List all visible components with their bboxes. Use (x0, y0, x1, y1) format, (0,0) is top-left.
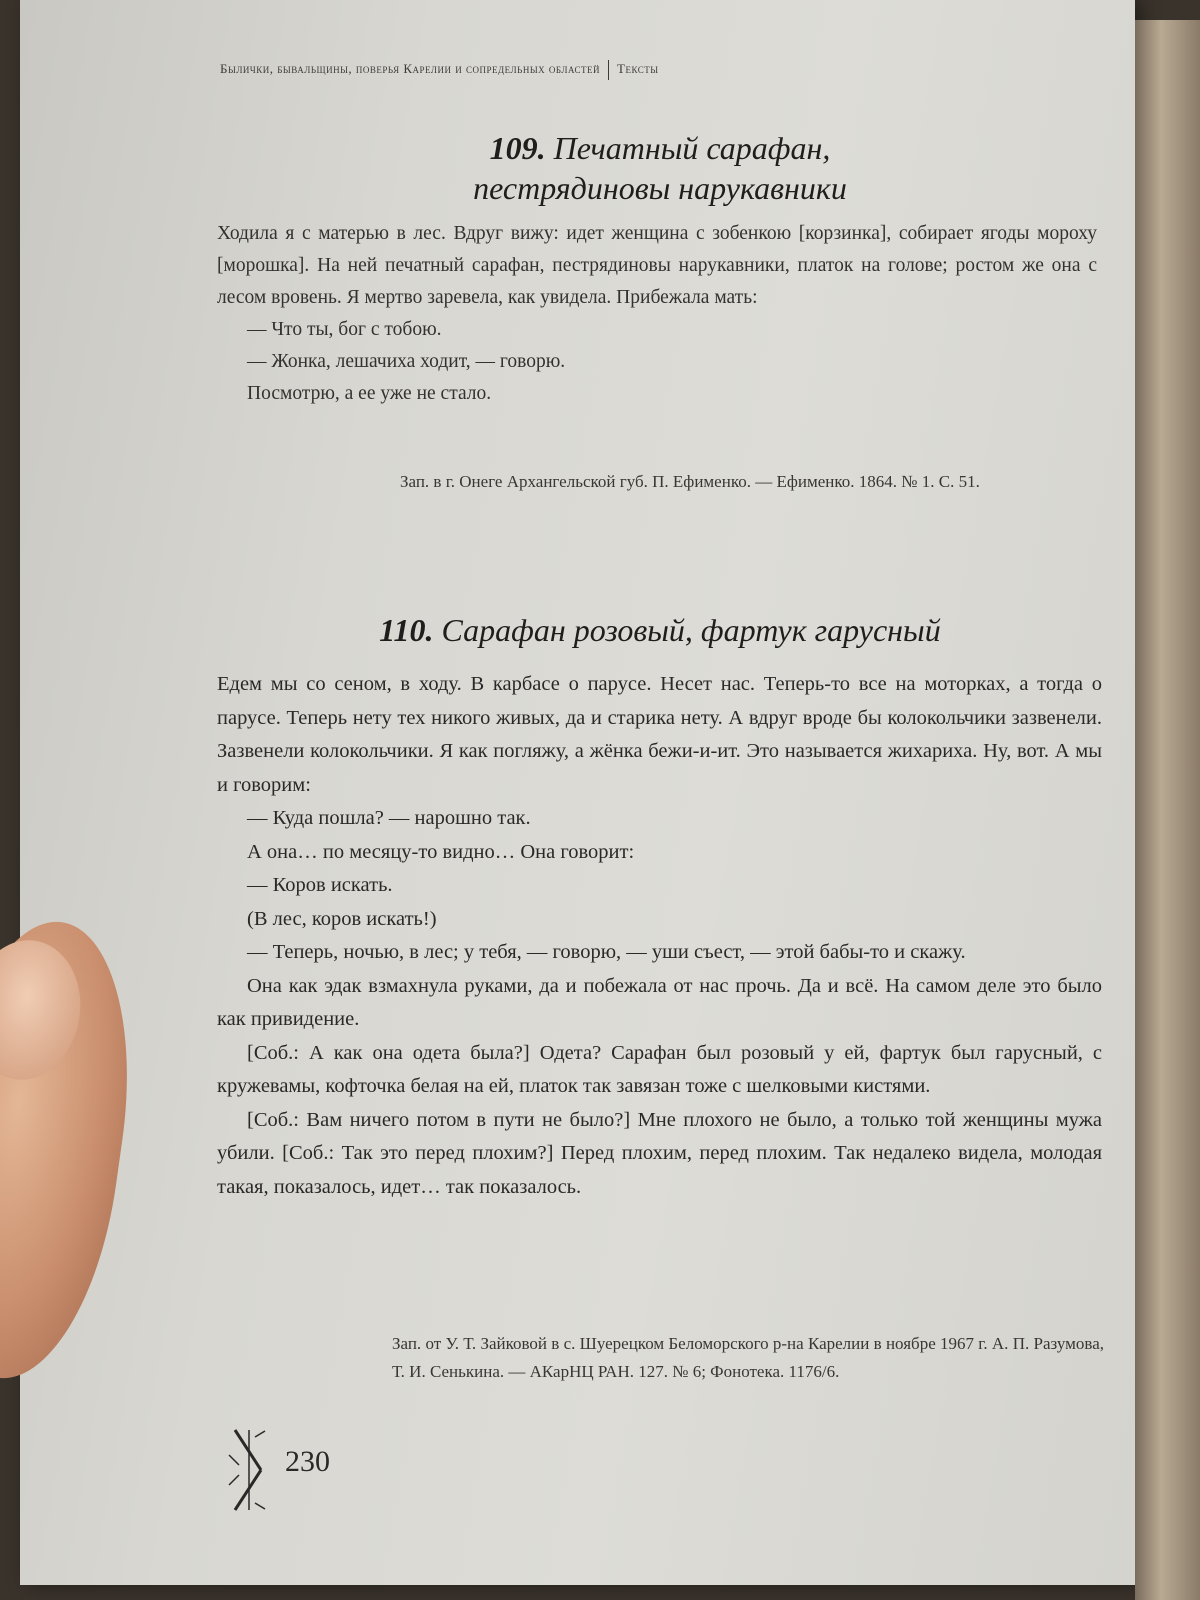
page-folio (225, 1425, 425, 1515)
story-110-paragraph: [Соб.: А как она одета была?] Одета? Сарафан был розовый у ей, фартук был гарусный, с кружевамы, кофточка белая на ей, платок так завязан тоже с шелковыми кистями. (217, 1041, 1102, 1097)
story-110-dialogue-line: (В лес, коров искать!) (247, 907, 437, 930)
story-109-title (220, 128, 1100, 208)
story-109-body (217, 218, 1097, 410)
running-head-section: Тексты (617, 60, 659, 76)
story-110-body (217, 668, 1102, 1204)
adjacent-page-edge (1135, 20, 1200, 1600)
story-109-dialogue-line: — Что ты, бог с тобою. (247, 319, 442, 340)
story-109-title-line2: пестрядиновы нарукавники (473, 170, 847, 206)
ornament-icon (225, 1425, 275, 1515)
story-109-number: 109. (489, 130, 546, 166)
story-110-number: 110. (379, 612, 434, 648)
story-110-dialogue-line: — Коров искать. (247, 874, 393, 896)
story-109-closing-line: Посмотрю, а ее уже не стало. (247, 383, 492, 404)
story-110-paragraph: Едем мы со сеном, в ходу. В карбасе о парусе. Несет нас. Теперь-то все на моторках, а тогда о парусе. Теперь нету тех никого живых, да и старика нету. А вдруг вроде бы колокольчики зазвенели. Зазвенели колокольчики. Я как погляжу, а жёнка бежи-и-ит. Это называется жихариха. Ну, вот. А мы и говорим: (217, 673, 1102, 796)
running-head (220, 60, 1000, 80)
story-109-title-line1: Печатный сарафан, (553, 130, 831, 166)
story-110-dialogue-line: — Куда пошла? — нарошно так. (247, 807, 531, 829)
running-head-title: Былички, бывальщины, поверья Карелии и сопредельных областей (220, 60, 601, 76)
book-page (20, 0, 1135, 1585)
story-110-paragraph: Она как эдак взмахнула руками, да и побежала от нас прочь. Да и всё. На самом деле это было как привидение. (217, 974, 1102, 1030)
story-110-paragraph: [Соб.: Вам ничего потом в пути не было?] Мне плохого не было, а только той женщины мужа убили. [Соб.: Так это перед плохим?] Перед плохим, перед плохим. Так недалеко видела, молодая такая, показалось, идет… так показалось. (217, 1108, 1102, 1198)
story-110-dialogue-line: А она… по месяцу-то видно… Она говорит: (247, 840, 635, 863)
story-110-title (220, 610, 1100, 650)
story-109-paragraph: Ходила я с матерью в лес. Вдруг вижу: идет женщина с зобенкою [корзинка], собирает ягоды мороху [морошка]. На ней печатный сарафан, пестрядиновы нарукавники, платок на голове; ростом же она с лесом вровень. Я мертво заревела, как увидела. Прибежала мать: (217, 223, 1097, 308)
story-110-source: Зап. от У. Т. Зайковой в с. Шуерецком Беломорского р-на Карелии в ноябре 1967 г. А. П. Разумова, Т. И. Сенькина. — АКарНЦ РАН. 127. № 6; Фонотека. 1176/6. (392, 1334, 1104, 1381)
running-head-separator (608, 60, 609, 80)
story-109-source: Зап. в г. Онеге Архангельской губ. П. Ефименко. — Ефименко. 1864. № 1. С. 51. (400, 472, 980, 491)
page-number: 230 (285, 1445, 330, 1478)
story-110-title-text: Сарафан розовый, фартук гарусный (441, 612, 941, 648)
story-109-dialogue-line: — Жонка, лешачиха ходит, — говорю. (247, 351, 566, 372)
story-110-paragraph: — Теперь, ночью, в лес; у тебя, — говорю, — уши съест, — этой бабы-то и скажу. (247, 941, 966, 963)
